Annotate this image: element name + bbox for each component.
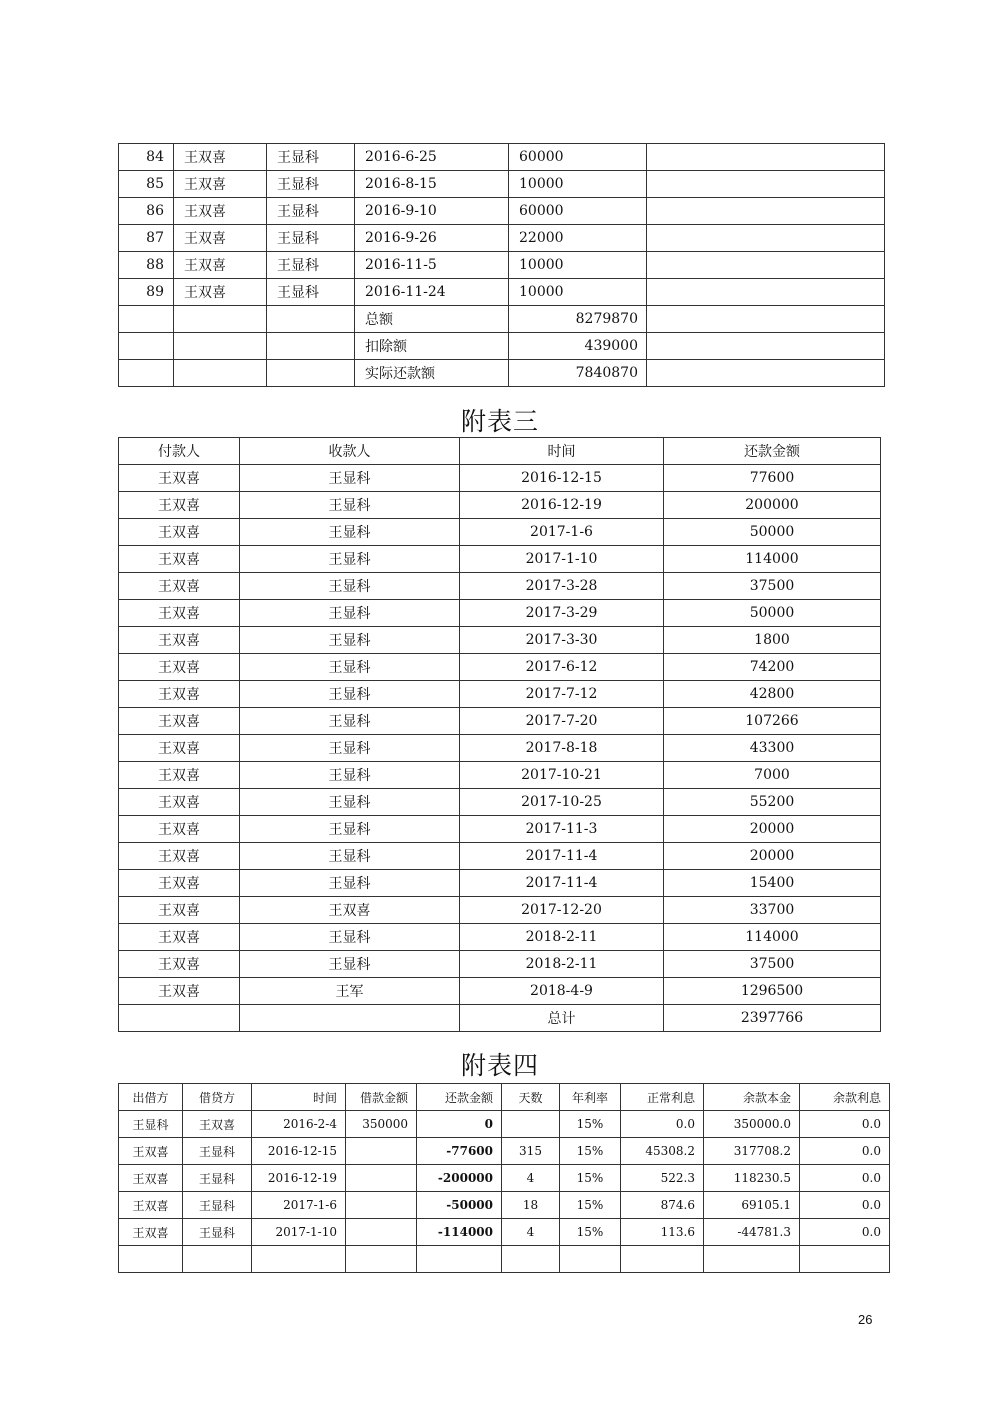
table-cell: 王双喜 — [119, 843, 240, 870]
header-cell: 还款金额 — [417, 1084, 502, 1111]
table-cell: 2017-1-10 — [252, 1219, 346, 1246]
table-cell: 2018-4-9 — [460, 978, 664, 1005]
table-cell: 350000 — [346, 1111, 417, 1138]
table-cell: 1800 — [664, 627, 881, 654]
table-cell: 10000 — [509, 252, 647, 279]
table-row — [119, 816, 881, 843]
summary-value: 7840870 — [509, 360, 647, 387]
summary-label: 总额 — [355, 306, 509, 333]
table-cell — [621, 1246, 704, 1273]
table-cell: 15% — [560, 1165, 621, 1192]
table-cell — [183, 1246, 252, 1273]
total-empty-cell — [240, 1005, 460, 1032]
table-cell: 2017-7-20 — [460, 708, 664, 735]
table-cell: 王显科 — [240, 654, 460, 681]
table-cell: 王双喜 — [174, 171, 267, 198]
table-row — [119, 735, 881, 762]
table-cell: 王双喜 — [119, 654, 240, 681]
table-cell: 20000 — [664, 843, 881, 870]
table-cell: 王显科 — [240, 681, 460, 708]
table-row — [119, 279, 885, 306]
table-cell: 874.6 — [621, 1192, 704, 1219]
table-cell: 王双喜 — [119, 681, 240, 708]
table-cell — [647, 144, 885, 171]
table-cell: 77600 — [664, 465, 881, 492]
table-cell: 王显科 — [267, 171, 355, 198]
table-cell — [417, 1246, 502, 1273]
table-cell: 2016-8-15 — [355, 171, 509, 198]
table-cell: 王双喜 — [174, 198, 267, 225]
table-cell: 15% — [560, 1138, 621, 1165]
table-header-row — [119, 438, 881, 465]
table-cell: -50000 — [417, 1192, 502, 1219]
table-cell: 2017-10-21 — [460, 762, 664, 789]
empty-cell — [119, 306, 174, 333]
table-cell: 15% — [560, 1111, 621, 1138]
table-cell: 50000 — [664, 600, 881, 627]
table-cell: 2017-3-29 — [460, 600, 664, 627]
table-cell: 114000 — [664, 546, 881, 573]
empty-cell — [119, 360, 174, 387]
table-row — [119, 492, 881, 519]
table-cell: 王显科 — [240, 735, 460, 762]
table-cell: 王双喜 — [119, 519, 240, 546]
table-cell: 2016-12-19 — [460, 492, 664, 519]
table-cell — [252, 1246, 346, 1273]
appendix-3-table — [118, 437, 881, 1032]
table-cell: 王双喜 — [119, 978, 240, 1005]
table-row — [119, 171, 885, 198]
empty-cell — [174, 360, 267, 387]
header-amount: 还款金额 — [664, 438, 881, 465]
header-payer: 付款人 — [119, 438, 240, 465]
table-cell: 2017-6-12 — [460, 654, 664, 681]
empty-cell — [647, 333, 885, 360]
table-cell: -77600 — [417, 1138, 502, 1165]
table-cell — [560, 1246, 621, 1273]
empty-cell — [174, 306, 267, 333]
table-cell: 4 — [502, 1219, 560, 1246]
table-cell: 王双喜 — [174, 252, 267, 279]
table-cell: 王双喜 — [119, 627, 240, 654]
table-cell: 22000 — [509, 225, 647, 252]
table-cell — [502, 1246, 560, 1273]
table-row — [119, 951, 881, 978]
table-row — [119, 144, 885, 171]
table-cell — [647, 225, 885, 252]
summary-label: 实际还款额 — [355, 360, 509, 387]
table-cell: 王双喜 — [183, 1111, 252, 1138]
table-cell: 522.3 — [621, 1165, 704, 1192]
table-cell: 2017-7-12 — [460, 681, 664, 708]
table-cell: 王双喜 — [119, 816, 240, 843]
table-cell: 王双喜 — [119, 870, 240, 897]
table-cell: 王双喜 — [119, 762, 240, 789]
table-cell — [647, 171, 885, 198]
table-cell: 王双喜 — [119, 951, 240, 978]
table-cell: 王双喜 — [119, 465, 240, 492]
table-cell — [502, 1111, 560, 1138]
table-cell: 王显科 — [183, 1138, 252, 1165]
table-cell: 王双喜 — [119, 735, 240, 762]
table-cell: 10000 — [509, 279, 647, 306]
table-cell: 王显科 — [240, 924, 460, 951]
table-cell: -200000 — [417, 1165, 502, 1192]
table-cell: 2017-3-28 — [460, 573, 664, 600]
table-cell: 2018-2-11 — [460, 924, 664, 951]
total-value: 2397766 — [664, 1005, 881, 1032]
table-cell — [800, 1246, 890, 1273]
table-cell: 60000 — [509, 198, 647, 225]
table-row — [119, 870, 881, 897]
table-cell: 2016-6-25 — [355, 144, 509, 171]
table-row — [119, 708, 881, 735]
table-cell: 王显科 — [240, 627, 460, 654]
table-cell: -114000 — [417, 1219, 502, 1246]
table-cell: 315 — [502, 1138, 560, 1165]
table-cell: 王显科 — [240, 546, 460, 573]
table-cell: 2016-11-24 — [355, 279, 509, 306]
header-payee: 收款人 — [240, 438, 460, 465]
header-cell: 正常利息 — [621, 1084, 704, 1111]
table-cell: 2016-9-26 — [355, 225, 509, 252]
table-cell: 王显科 — [240, 519, 460, 546]
table-cell: 107266 — [664, 708, 881, 735]
table-cell: 王双喜 — [119, 1219, 183, 1246]
empty-cell — [119, 333, 174, 360]
table-cell: 王显科 — [240, 465, 460, 492]
table-row — [119, 924, 881, 951]
table-cell: 2016-12-15 — [252, 1138, 346, 1165]
empty-cell — [174, 333, 267, 360]
table-cell: 0.0 — [800, 1111, 890, 1138]
table-row — [119, 600, 881, 627]
table-cell: 118230.5 — [704, 1165, 800, 1192]
table-cell — [346, 1165, 417, 1192]
table-cell — [346, 1219, 417, 1246]
table-cell: 0.0 — [800, 1192, 890, 1219]
table-cell: 王双喜 — [174, 144, 267, 171]
table-cell — [346, 1246, 417, 1273]
table-cell: 55200 — [664, 789, 881, 816]
table-cell: 王显科 — [119, 1111, 183, 1138]
table-cell: 43300 — [664, 735, 881, 762]
table-cell: 15% — [560, 1192, 621, 1219]
table-cell: 王显科 — [267, 198, 355, 225]
header-cell: 年利率 — [560, 1084, 621, 1111]
table-cell: 王双喜 — [119, 573, 240, 600]
table-row — [119, 1138, 890, 1165]
table-cell: 69105.1 — [704, 1192, 800, 1219]
table-cell: 王双喜 — [119, 897, 240, 924]
header-cell: 时间 — [252, 1084, 346, 1111]
table-cell: 0 — [417, 1111, 502, 1138]
table-cell: 10000 — [509, 171, 647, 198]
table-cell: 20000 — [664, 816, 881, 843]
table-cell: 王显科 — [267, 279, 355, 306]
table-row — [119, 627, 881, 654]
empty-cell — [647, 306, 885, 333]
table-cell: 王双喜 — [119, 600, 240, 627]
table-cell — [119, 1246, 183, 1273]
table-row — [119, 1219, 890, 1246]
table-cell — [346, 1138, 417, 1165]
table-cell: 86 — [119, 198, 174, 225]
table-cell: 王双喜 — [240, 897, 460, 924]
table-cell: 37500 — [664, 951, 881, 978]
table-cell: 2017-1-6 — [252, 1192, 346, 1219]
summary-row — [119, 360, 885, 387]
table-row — [119, 978, 881, 1005]
table-cell: 王双喜 — [119, 924, 240, 951]
table-cell: 2016-12-19 — [252, 1165, 346, 1192]
summary-value: 439000 — [509, 333, 647, 360]
table-cell: 2016-9-10 — [355, 198, 509, 225]
header-cell: 余款本金 — [704, 1084, 800, 1111]
table-row — [119, 519, 881, 546]
table-cell: 王双喜 — [119, 708, 240, 735]
table-cell — [647, 279, 885, 306]
table-cell: 0.0 — [800, 1219, 890, 1246]
table-cell: 王双喜 — [174, 225, 267, 252]
table-cell: 王显科 — [240, 789, 460, 816]
table-row — [119, 252, 885, 279]
table-cell: 王双喜 — [174, 279, 267, 306]
table-cell: 王显科 — [240, 600, 460, 627]
summary-value: 8279870 — [509, 306, 647, 333]
table-cell: 89 — [119, 279, 174, 306]
header-cell: 出借方 — [119, 1084, 183, 1111]
empty-cell — [647, 360, 885, 387]
table-cell — [704, 1246, 800, 1273]
total-empty-cell — [119, 1005, 240, 1032]
total-label: 总计 — [460, 1005, 664, 1032]
table-row — [119, 843, 881, 870]
table-cell: 84 — [119, 144, 174, 171]
header-date: 时间 — [460, 438, 664, 465]
table-cell: 18 — [502, 1192, 560, 1219]
table-cell: 317708.2 — [704, 1138, 800, 1165]
table-cell: 50000 — [664, 519, 881, 546]
table-cell: 4 — [502, 1165, 560, 1192]
table-row — [119, 681, 881, 708]
table-row — [119, 1111, 890, 1138]
table-cell: 88 — [119, 252, 174, 279]
page-number: 26 — [858, 1312, 873, 1327]
table-row — [119, 762, 881, 789]
table-cell: 王显科 — [240, 843, 460, 870]
table-row — [119, 654, 881, 681]
table-cell: 114000 — [664, 924, 881, 951]
table-cell: 王军 — [240, 978, 460, 1005]
table-cell: 王显科 — [240, 492, 460, 519]
appendix-4-table — [118, 1083, 890, 1273]
table-cell: 王显科 — [240, 870, 460, 897]
table-cell: 2017-11-4 — [460, 870, 664, 897]
header-cell: 借款金额 — [346, 1084, 417, 1111]
table-row — [119, 225, 885, 252]
table-cell: -44781.3 — [704, 1219, 800, 1246]
table-cell: 42800 — [664, 681, 881, 708]
table-cell: 王显科 — [183, 1219, 252, 1246]
table-cell: 60000 — [509, 144, 647, 171]
table-cell: 王双喜 — [119, 789, 240, 816]
table-row — [119, 1165, 890, 1192]
table-cell: 1296500 — [664, 978, 881, 1005]
table-cell: 王显科 — [240, 816, 460, 843]
table-cell: 74200 — [664, 654, 881, 681]
table-cell: 113.6 — [621, 1219, 704, 1246]
table-cell: 王显科 — [240, 708, 460, 735]
table-cell: 2017-11-3 — [460, 816, 664, 843]
table-cell: 2016-11-5 — [355, 252, 509, 279]
table-cell: 2017-1-6 — [460, 519, 664, 546]
table-row — [119, 789, 881, 816]
table-header-row — [119, 1084, 890, 1111]
summary-row — [119, 306, 885, 333]
table-cell: 王显科 — [183, 1192, 252, 1219]
table-row — [119, 465, 881, 492]
appendix-4-title: 附表四 — [460, 1051, 539, 1080]
table-cell: 0.0 — [800, 1165, 890, 1192]
total-row — [119, 1005, 881, 1032]
table-cell: 王显科 — [267, 252, 355, 279]
table-cell — [647, 252, 885, 279]
table-cell: 王双喜 — [119, 1192, 183, 1219]
table-row — [119, 897, 881, 924]
table-cell: 王双喜 — [119, 1138, 183, 1165]
table-cell: 2017-8-18 — [460, 735, 664, 762]
table-cell: 0.0 — [621, 1111, 704, 1138]
table-cell: 7000 — [664, 762, 881, 789]
table-cell: 王双喜 — [119, 492, 240, 519]
table-cell: 0.0 — [800, 1138, 890, 1165]
table-cell: 王显科 — [240, 573, 460, 600]
table-cell: 王双喜 — [119, 1165, 183, 1192]
table-cell: 王显科 — [183, 1165, 252, 1192]
table-cell: 2018-2-11 — [460, 951, 664, 978]
summary-row — [119, 333, 885, 360]
table-cell: 85 — [119, 171, 174, 198]
header-cell: 借贷方 — [183, 1084, 252, 1111]
header-cell: 天数 — [502, 1084, 560, 1111]
table-row — [119, 1192, 890, 1219]
table-cell: 350000.0 — [704, 1111, 800, 1138]
table-cell: 2017-12-20 — [460, 897, 664, 924]
table-cell: 2017-3-30 — [460, 627, 664, 654]
header-cell: 余款利息 — [800, 1084, 890, 1111]
empty-cell — [267, 306, 355, 333]
table-cell: 2017-1-10 — [460, 546, 664, 573]
table-cell: 15% — [560, 1219, 621, 1246]
table-cell: 15400 — [664, 870, 881, 897]
table-cell — [647, 198, 885, 225]
table-row — [119, 198, 885, 225]
empty-cell — [267, 360, 355, 387]
table-cell: 2017-10-25 — [460, 789, 664, 816]
repayment-table-continued — [118, 143, 885, 387]
table-row — [119, 546, 881, 573]
table-cell: 2017-11-4 — [460, 843, 664, 870]
table-cell: 王显科 — [267, 225, 355, 252]
table-cell: 37500 — [664, 573, 881, 600]
table-cell: 2016-2-4 — [252, 1111, 346, 1138]
table-cell: 33700 — [664, 897, 881, 924]
table-row — [119, 1246, 890, 1273]
table-cell: 王双喜 — [119, 546, 240, 573]
empty-cell — [267, 333, 355, 360]
table-cell: 王显科 — [267, 144, 355, 171]
table-cell: 45308.2 — [621, 1138, 704, 1165]
table-cell: 2016-12-15 — [460, 465, 664, 492]
table-cell: 87 — [119, 225, 174, 252]
table-row — [119, 573, 881, 600]
table-cell: 200000 — [664, 492, 881, 519]
table-cell: 王显科 — [240, 951, 460, 978]
summary-label: 扣除额 — [355, 333, 509, 360]
appendix-3-title: 附表三 — [460, 407, 539, 436]
table-cell — [346, 1192, 417, 1219]
table-cell: 王显科 — [240, 762, 460, 789]
